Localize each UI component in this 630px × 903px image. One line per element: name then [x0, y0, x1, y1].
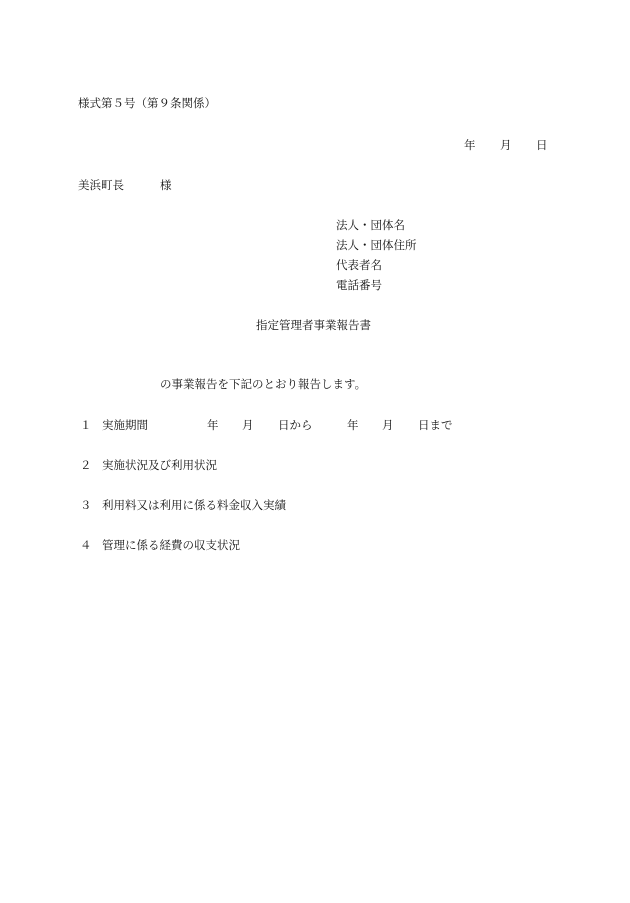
intro-text: の事業報告を下記のとおり報告します。 [160, 377, 367, 391]
period-from-day: 日から [278, 418, 313, 432]
phone-label: 電話番号 [336, 278, 382, 292]
form-number: 様式第５号（第９条関係） [78, 96, 216, 110]
period-to-day: 日まで [418, 418, 453, 432]
period-to-year: 年 [347, 418, 359, 432]
item-3-number: ３ [80, 498, 92, 512]
period-to-month: 月 [382, 418, 394, 432]
item-2-number: ２ [80, 458, 92, 472]
item-3-label: 利用料又は利用に係る料金収入実績 [102, 498, 286, 512]
item-1-number: １ [80, 418, 92, 432]
item-2-label: 実施状況及び利用状況 [102, 458, 217, 472]
org-address-label: 法人・団体住所 [336, 238, 417, 252]
representative-label: 代表者名 [336, 258, 382, 272]
addressee-recipient: 美浜町長 [78, 178, 124, 192]
document-title: 指定管理者事業報告書 [256, 318, 371, 332]
item-1-label: 実施期間 [102, 418, 148, 432]
addressee-honorific: 様 [160, 178, 172, 192]
date-month-label: 月 [500, 138, 512, 152]
org-name-label: 法人・団体名 [336, 218, 405, 232]
date-day-label: 日 [536, 138, 548, 152]
period-from-month: 月 [242, 418, 254, 432]
period-from-year: 年 [207, 418, 219, 432]
date-year-label: 年 [464, 138, 476, 152]
item-4-number: ４ [80, 538, 92, 552]
item-4-label: 管理に係る経費の収支状況 [102, 538, 240, 552]
